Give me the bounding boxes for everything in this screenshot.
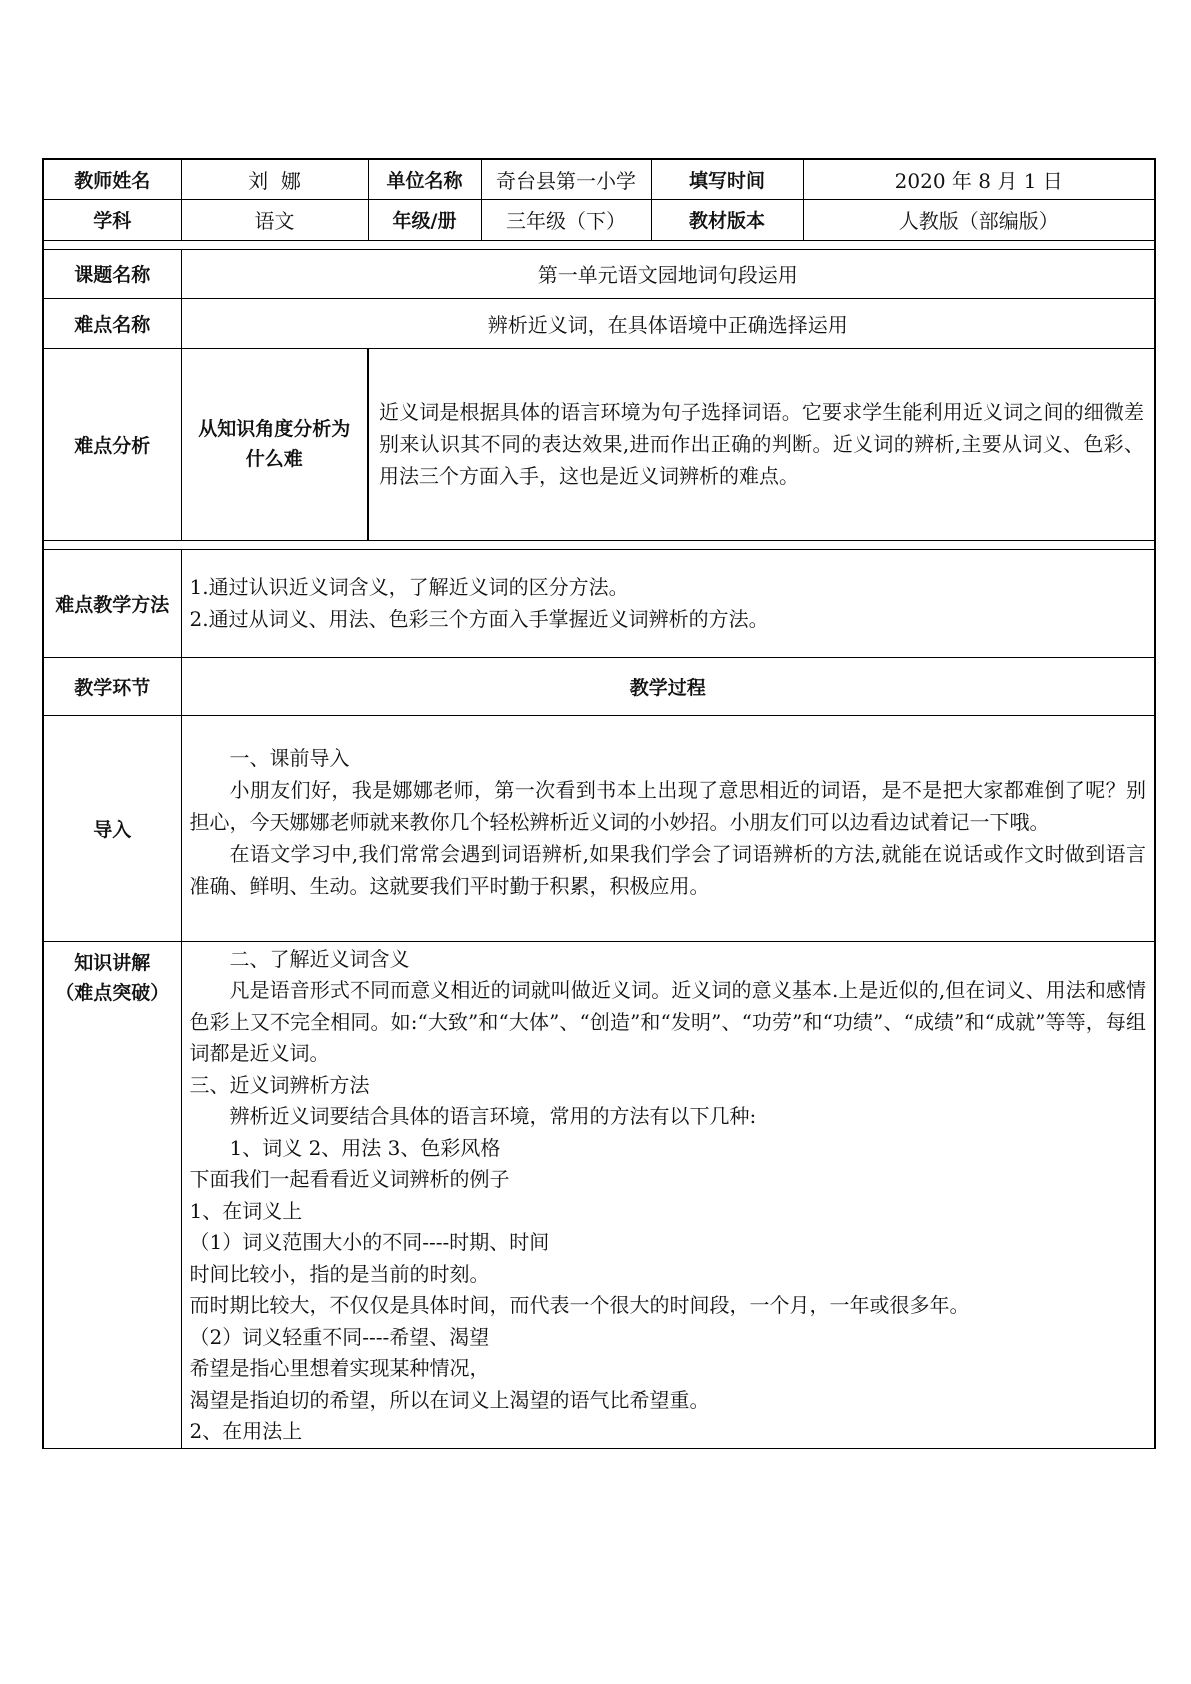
intro-heading: 一、课前导入 [229,745,350,770]
method-label: 难点教学方法 [43,549,181,657]
knowledge-line: 希望是指心里想着实现某种情况， [189,1356,490,1380]
process-header: 教学过程 [181,657,1155,715]
intro-paragraph: 在语文学习中,我们常常会遇到词语辨析,如果我们学会了词语辨析的方法,就能在说话或作文时做到语言准确、鲜明、生动。这就要我们平时勤于积累，积极应用。 [189,841,1146,898]
topic-value: 第一单元语文园地词句段运用 [181,249,1155,298]
difficulty-value: 辨析近义词，在具体语境中正确选择运用 [181,298,1155,348]
topic-row [43,249,1155,298]
method-item: 1.通过认识近义词含义，了解近义词的区分方法。 [189,575,629,599]
unit-name-value: 奇台县第一小学 [481,159,651,199]
knowledge-row [43,941,1155,1448]
knowledge-content [181,941,1155,1448]
knowledge-line: 辨析近义词要结合具体的语言环境，常用的方法有以下几种: [229,1104,757,1128]
knowledge-line: 渴望是指迫切的希望，所以在词义上渴望的语气比希望重。 [189,1387,710,1412]
analysis-label: 难点分析 [43,348,181,540]
intro-label: 导入 [43,715,181,941]
knowledge-line: 下面我们一起看看近义词辨析的例子 [189,1167,510,1191]
knowledge-line: （2）词义轻重不同----希望、渴望 [189,1324,490,1349]
lesson-plan-sheet [42,158,1154,1449]
teacher-name-value: 刘 娜 [181,159,368,199]
knowledge-line: 1、词义 2、用法 3、色彩风格 [229,1135,501,1160]
spacer-row [43,240,1155,249]
header-row-2 [43,199,1155,240]
knowledge-line: （1）词义范围大小的不同----时期、时间 [189,1230,550,1254]
grade-label: 年级/册 [368,199,481,240]
edition-label: 教材版本 [651,199,803,240]
knowledge-label-line1: 知识讲解 [74,951,151,974]
knowledge-line: 1、在词义上 [189,1198,303,1223]
process-header-row [43,657,1155,715]
intro-row [43,715,1155,941]
fill-date-label: 填写时间 [651,159,803,199]
analysis-sub-label: 从知识角度分析为什么难 [181,348,368,540]
intro-paragraph: 小朋友们好，我是娜娜老师，第一次看到书本上出现了意思相近的词语，是不是把大家都难倒了呢？别担心，今天娜娜老师就来教你几个轻松辨析近义词的小妙招。小朋友们可以边看边试着记一下哦。 [189,777,1146,834]
analysis-row [43,348,1155,540]
fill-date-value: 2020 年 8 月 1 日 [803,159,1155,199]
knowledge-line: 三、近义词辨析方法 [189,1072,370,1097]
knowledge-label [43,941,181,1448]
subject-label: 学科 [43,199,181,240]
method-item: 2.通过从词义、用法、色彩三个方面入手掌握近义词辨析的方法。 [189,607,769,631]
stage-header: 教学环节 [43,657,181,715]
knowledge-line: 时间比较小，指的是当前的时刻。 [189,1261,490,1286]
teacher-name-label: 教师姓名 [43,159,181,199]
knowledge-line: 二、了解近义词含义 [229,946,410,971]
lesson-plan-table [42,158,1156,1449]
knowledge-line: 而时期比较大，不仅仅是具体时间，而代表一个很大的时间段，一个月，一年或很多年。 [189,1293,970,1317]
grade-value: 三年级（下） [481,199,651,240]
subject-value: 语文 [181,199,368,240]
analysis-text: 近义词是根据具体的语言环境为句子选择词语。它要求学生能利用近义词之间的细微差别来认识其不同的表达效果,进而作出正确的判断。近义词的辨析,主要从词义、色彩、用法三个方面入手，这也是近义词辨析的难点。 [368,348,1155,540]
method-row [43,549,1155,657]
unit-name-label: 单位名称 [368,159,481,199]
difficulty-row [43,298,1155,348]
header-row-1 [43,159,1155,199]
edition-value: 人教版（部编版） [803,199,1155,240]
knowledge-line: 2、在用法上 [189,1419,303,1443]
topic-label: 课题名称 [43,249,181,298]
intro-content [181,715,1155,941]
knowledge-label-line2: （难点突破） [55,981,170,1004]
method-list [181,549,1155,657]
knowledge-line: 凡是语音形式不同而意义相近的词就叫做近义词。近义词的意义基本.上是近似的,但在词义、用法和感情色彩上又不完全相同。如:“大致”和“大体”、“创造”和“发明”、“功劳”和“功绩”、“成绩”和“成就”等等，每组词都是近义词。 [189,978,1146,1065]
spacer-row-2 [43,540,1155,549]
difficulty-label: 难点名称 [43,298,181,348]
